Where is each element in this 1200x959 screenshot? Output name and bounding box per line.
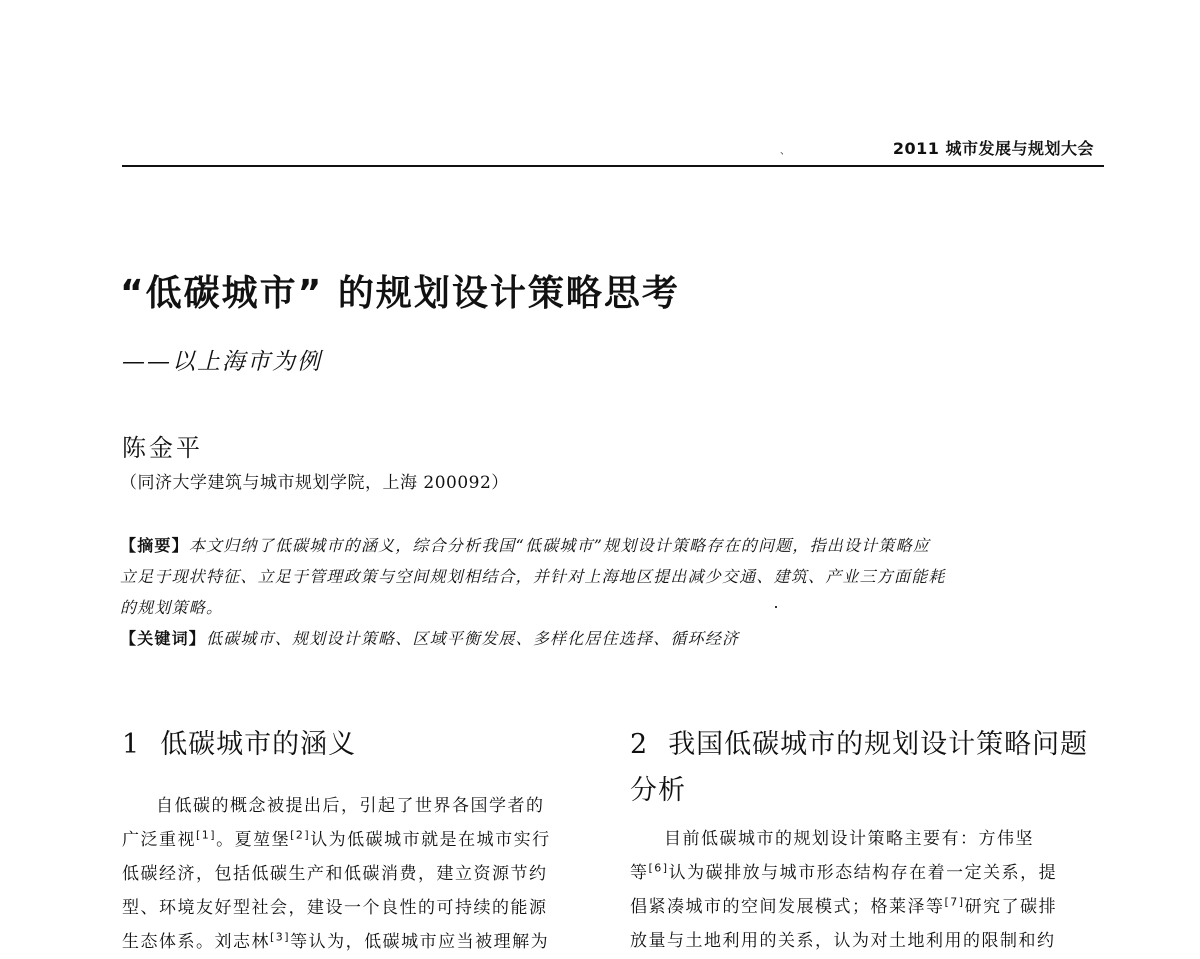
citation-ref: [1]	[196, 828, 217, 842]
article-title: “低碳城市” 的规划设计策略思考	[120, 273, 680, 314]
author-name: 陈金平	[122, 434, 203, 462]
paragraph-line: 自低碳的概念被提出后，引起了世界各国学者的	[156, 796, 545, 816]
paragraph-line: 型、环境友好型社会，建设一个良性的可持续的能源	[122, 898, 548, 918]
section-number: 1	[122, 729, 141, 760]
section-1-body	[122, 789, 582, 959]
paragraph-line: 目前低碳城市的规划设计策略主要有：方伟坚	[664, 829, 1034, 849]
abstract-block	[120, 530, 1105, 654]
running-head: 2011 城市发展与规划大会	[892, 139, 1094, 158]
paragraph-line: 低碳经济，包括低碳生产和低碳消费，建立资源节约	[122, 864, 548, 884]
abstract-line: 立足于现状特征、立足于管理政策与空间规划相结合，并针对上海地区提出减少交通、建筑、产业三方面能耗	[120, 567, 946, 586]
section-2-body	[630, 822, 1105, 958]
keywords-tag: 【关键词】	[120, 629, 207, 648]
abstract-tag: 【摘要】	[120, 536, 189, 555]
section-title: 低碳城市的涵义	[160, 729, 357, 760]
header-rule	[122, 165, 1104, 167]
section-1-heading	[122, 722, 356, 761]
stray-mark: 、	[780, 146, 790, 157]
citation-ref: [6]	[648, 861, 669, 875]
stray-dot	[775, 606, 777, 608]
keywords-text: 低碳城市、规划设计策略、区域平衡发展、多样化居住选择、循环经济	[206, 629, 740, 648]
abstract-text: 本文归纳了低碳城市的涵义，综合分析我国“低碳城市”规划设计策略存在的问题，指出设计策略应	[188, 536, 930, 555]
paragraph-line: 生态体系。刘志林[3]等认为，低碳城市应当被理解为	[122, 930, 550, 952]
citation-ref: [2]	[290, 828, 311, 842]
article-subtitle: ——以上海市为例	[122, 349, 322, 375]
section-number: 2	[630, 729, 649, 760]
section-title-line: 分析	[630, 775, 686, 806]
section-2-heading	[630, 722, 1088, 814]
author-affiliation: （同济大学建筑与城市规划学院，上海 200092）	[120, 473, 509, 493]
citation-ref: [7]	[944, 895, 965, 909]
abstract-line	[120, 530, 1105, 561]
paragraph-line: 广泛重视[1]。夏堃堡[2]认为低碳城市就是在城市实行	[122, 828, 551, 850]
paragraph-line: 放量与土地利用的关系，认为对土地利用的限制和约	[630, 931, 1056, 951]
citation-ref: [3]	[270, 930, 291, 944]
abstract-line: 的规划策略。	[120, 598, 224, 617]
keywords-line	[120, 623, 1105, 654]
paragraph-line: 等[6]认为碳排放与城市形态结构存在着一定关系，提	[630, 861, 1058, 883]
section-title-line: 2 我国低碳城市的规划设计策略问题	[630, 729, 1089, 760]
paragraph-line: 倡紧凑城市的空间发展模式；格莱泽等[7]研究了碳排	[630, 895, 1058, 917]
